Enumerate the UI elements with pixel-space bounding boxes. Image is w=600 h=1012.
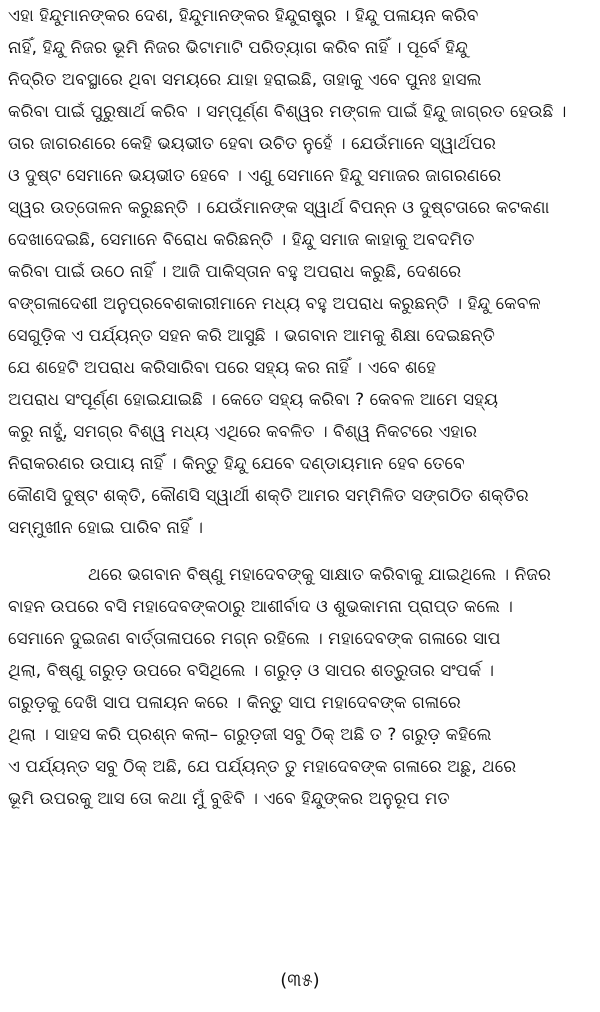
text-line: ଥିଲା, ବିଷ୍ଣୁ ଗରୁଡ଼ ଉପରେ ବସିଥିଲେ । ଗରୁଡ଼ ଓ ସାପର ଶତ୍ରୁତାର ସଂପର୍କ ।	[8, 661, 495, 681]
text-line: ଭୂମି ଉପରକୁ ଆସ ତୋ କଥା ମୁଁ ବୁଝିବି । ଏବେ ହିନ୍ଦୁଙ୍କର ଅନୁରୂପ ମତ	[8, 789, 450, 809]
text-line: ଯେ ଶହେଟି ଅପରାଧ କରିସାରିବା ପରେ ସହ୍ୟ କର ନାହିଁ । ଏବେ ଶହେ	[8, 358, 437, 378]
text-line: କରିବା ପାଇଁ ଉଠେ ନାହିଁ । ଆଜି ପାକିସ୍ତାନ ବହୁ ଅପରାଧ କରୁଛି, ଦେଶରେ	[8, 262, 462, 282]
text-line: ସମ୍ମୁଖୀନ ହୋଇ ପାରିବ ନାହିଁ ।	[8, 518, 204, 538]
body-text	[8, 0, 594, 815]
text-line: ଥିଲା । ସାହସ କରି ପ୍ରଶ୍ନ କଲା– ଗରୁଡ଼ଜୀ ସବୁ ଠିକ୍ ଅଛି ତ ? ଗରୁଡ଼ କହିଲେ	[8, 725, 492, 745]
text-line: ନିରାକରଣର ଉପାୟ ନାହିଁ । କିନ୍ତୁ ହିନ୍ଦୁ ଯେବେ ଦଣ୍ଡାୟମାନ ହେବ ତେବେ	[8, 454, 465, 474]
text-line: ନିଦ୍ରିତ ଅବସ୍ଥାରେ ଥିବା ସମୟରେ ଯାହା ହରାଇଛି, ତାହାକୁ ଏବେ ପୁନଃ ହାସଲ	[8, 70, 482, 90]
text-line: ଗରୁଡ଼କୁ ଦେଖି ସାପ ପଳାୟନ କରେ । କିନ୍ତୁ ସାପ ମହାଦେବଙ୍କ ଗଳାରେ	[8, 693, 461, 713]
text-line: ନାହିଁ, ହିନ୍ଦୁ ନିଜର ଭୂମି ନିଜର ଭିଟାମାଟି ପରିତ୍ୟାଗ କରିବ ନାହିଁ । ପୂର୍ବେ ହିନ୍ଦୁ	[8, 38, 468, 58]
text-line: ବଙ୍ଗଳାଦେଶୀ ଅନୁପ୍ରବେଶକାରୀମାନେ ମଧ୍ୟ ବହୁ ଅପରାଧ କରୁଛନ୍ତି । ହିନ୍ଦୁ କେବଳ	[8, 294, 541, 314]
text-line: ଥରେ ଭଗବାନ ବିଷ୍ଣୁ ମହାଦେବଙ୍କୁ ସାକ୍ଷାତ କରିବାକୁ ଯାଇଥିଲେ । ନିଜର	[88, 565, 551, 585]
text-line: କୌଣସି ଦୁଷ୍ଟ ଶକ୍ତି, କୌଣସି ସ୍ୱାର୍ଥୀ ଶକ୍ତି ଆମର ସମ୍ମିଳିତ ସଙ୍ଗଠିତ ଶକ୍ତିର	[8, 486, 529, 506]
paragraph	[8, 0, 594, 544]
text-line: ଦେଖାଦେଇଛି, ସେମାନେ ବିରୋଧ କରିଛନ୍ତି । ହିନ୍ଦୁ ସମାଜ କାହାକୁ ଅବଦମିତ	[8, 230, 475, 250]
text-line: ତାର ଜାଗରଣରେ କେହି ଭୟଭୀତ ହେବା ଉଚିତ ନୁହେଁ । ଯେଉଁମାନେ ସ୍ୱାର୍ଥପର	[8, 134, 496, 154]
text-line: ଏହା ହିନ୍ଦୁମାନଙ୍କର ଦେଶ, ହିନ୍ଦୁମାନଙ୍କର ହିନ୍ଦୁରାଷ୍ଟ୍ର । ହିନ୍ଦୁ ପଳାୟନ କରିବ	[8, 6, 479, 26]
paragraph	[8, 559, 594, 815]
text-line: ସେଗୁଡ଼ିକ ଏ ପର୍ଯ୍ୟନ୍ତ ସହନ କରି ଆସୁଛି । ଭଗବାନ ଆମକୁ ଶିକ୍ଷା ଦେଇଛନ୍ତି	[8, 326, 495, 346]
text-line: ସ୍ୱର ଉତ୍ତୋଳନ କରୁଛନ୍ତି । ଯେଉଁମାନଙ୍କ ସ୍ୱାର୍ଥ ବିପନ୍ନ ଓ ଦୁଷ୍ଟତାରେ କଟକଣା	[8, 198, 550, 218]
text-line: କରିବା ପାଇଁ ପୁରୁଷାର୍ଥ କରିବ । ସମ୍ପୂର୍ଣ୍ଣ ବିଶ୍ୱର ମଙ୍ଗଳ ପାଇଁ ହିନ୍ଦୁ ଜାଗ୍ରତ ହେଉଛି ।	[8, 102, 567, 122]
text-line: ସେମାନେ ଦୁଇଜଣ ବାର୍ତ୍ତାଳାପରେ ମଗ୍ନ ରହିଲେ । ମହାଦେବଙ୍କ ଗଳାରେ ସାପ	[8, 629, 501, 649]
text-line: ଓ ଦୁଷ୍ଟ ସେମାନେ ଭୟଭୀତ ହେବେ । ଏଣୁ ସେମାନେ ହିନ୍ଦୁ ସମାଜର ଜାଗରଣରେ	[8, 166, 502, 186]
text-line: ଏ ପର୍ଯ୍ୟନ୍ତ ସବୁ ଠିକ୍ ଅଛି, ଯେ ପର୍ଯ୍ୟନ୍ତ ତୁ ମହାଦେବଙ୍କ ଗଳାରେ ଅଛୁ, ଥରେ	[8, 757, 517, 777]
text-line: ଅପରାଧ ସଂପୂର୍ଣ୍ଣ ହୋଇଯାଇଛି । କେତେ ସହ୍ୟ କରିବା ? କେବଳ ଆମେ ସହ୍ୟ	[8, 390, 499, 410]
paragraph-spacer	[8, 544, 594, 559]
text-line: କରୁ ନାହୁଁ, ସମଗ୍ର ବିଶ୍ୱ ମଧ୍ୟ ଏଥିରେ କବଳିତ । ବିଶ୍ୱ ନିକଟରେ ଏହାର	[8, 422, 477, 442]
text-line: ବାହନ ଉପରେ ବସି ମହାଦେବଙ୍କଠାରୁ ଆଶୀର୍ବାଦ ଓ ଶୁଭକାମନା ପ୍ରାପ୍ତ କଲେ ।	[8, 597, 513, 617]
page-number: (୩୫)	[280, 970, 320, 991]
